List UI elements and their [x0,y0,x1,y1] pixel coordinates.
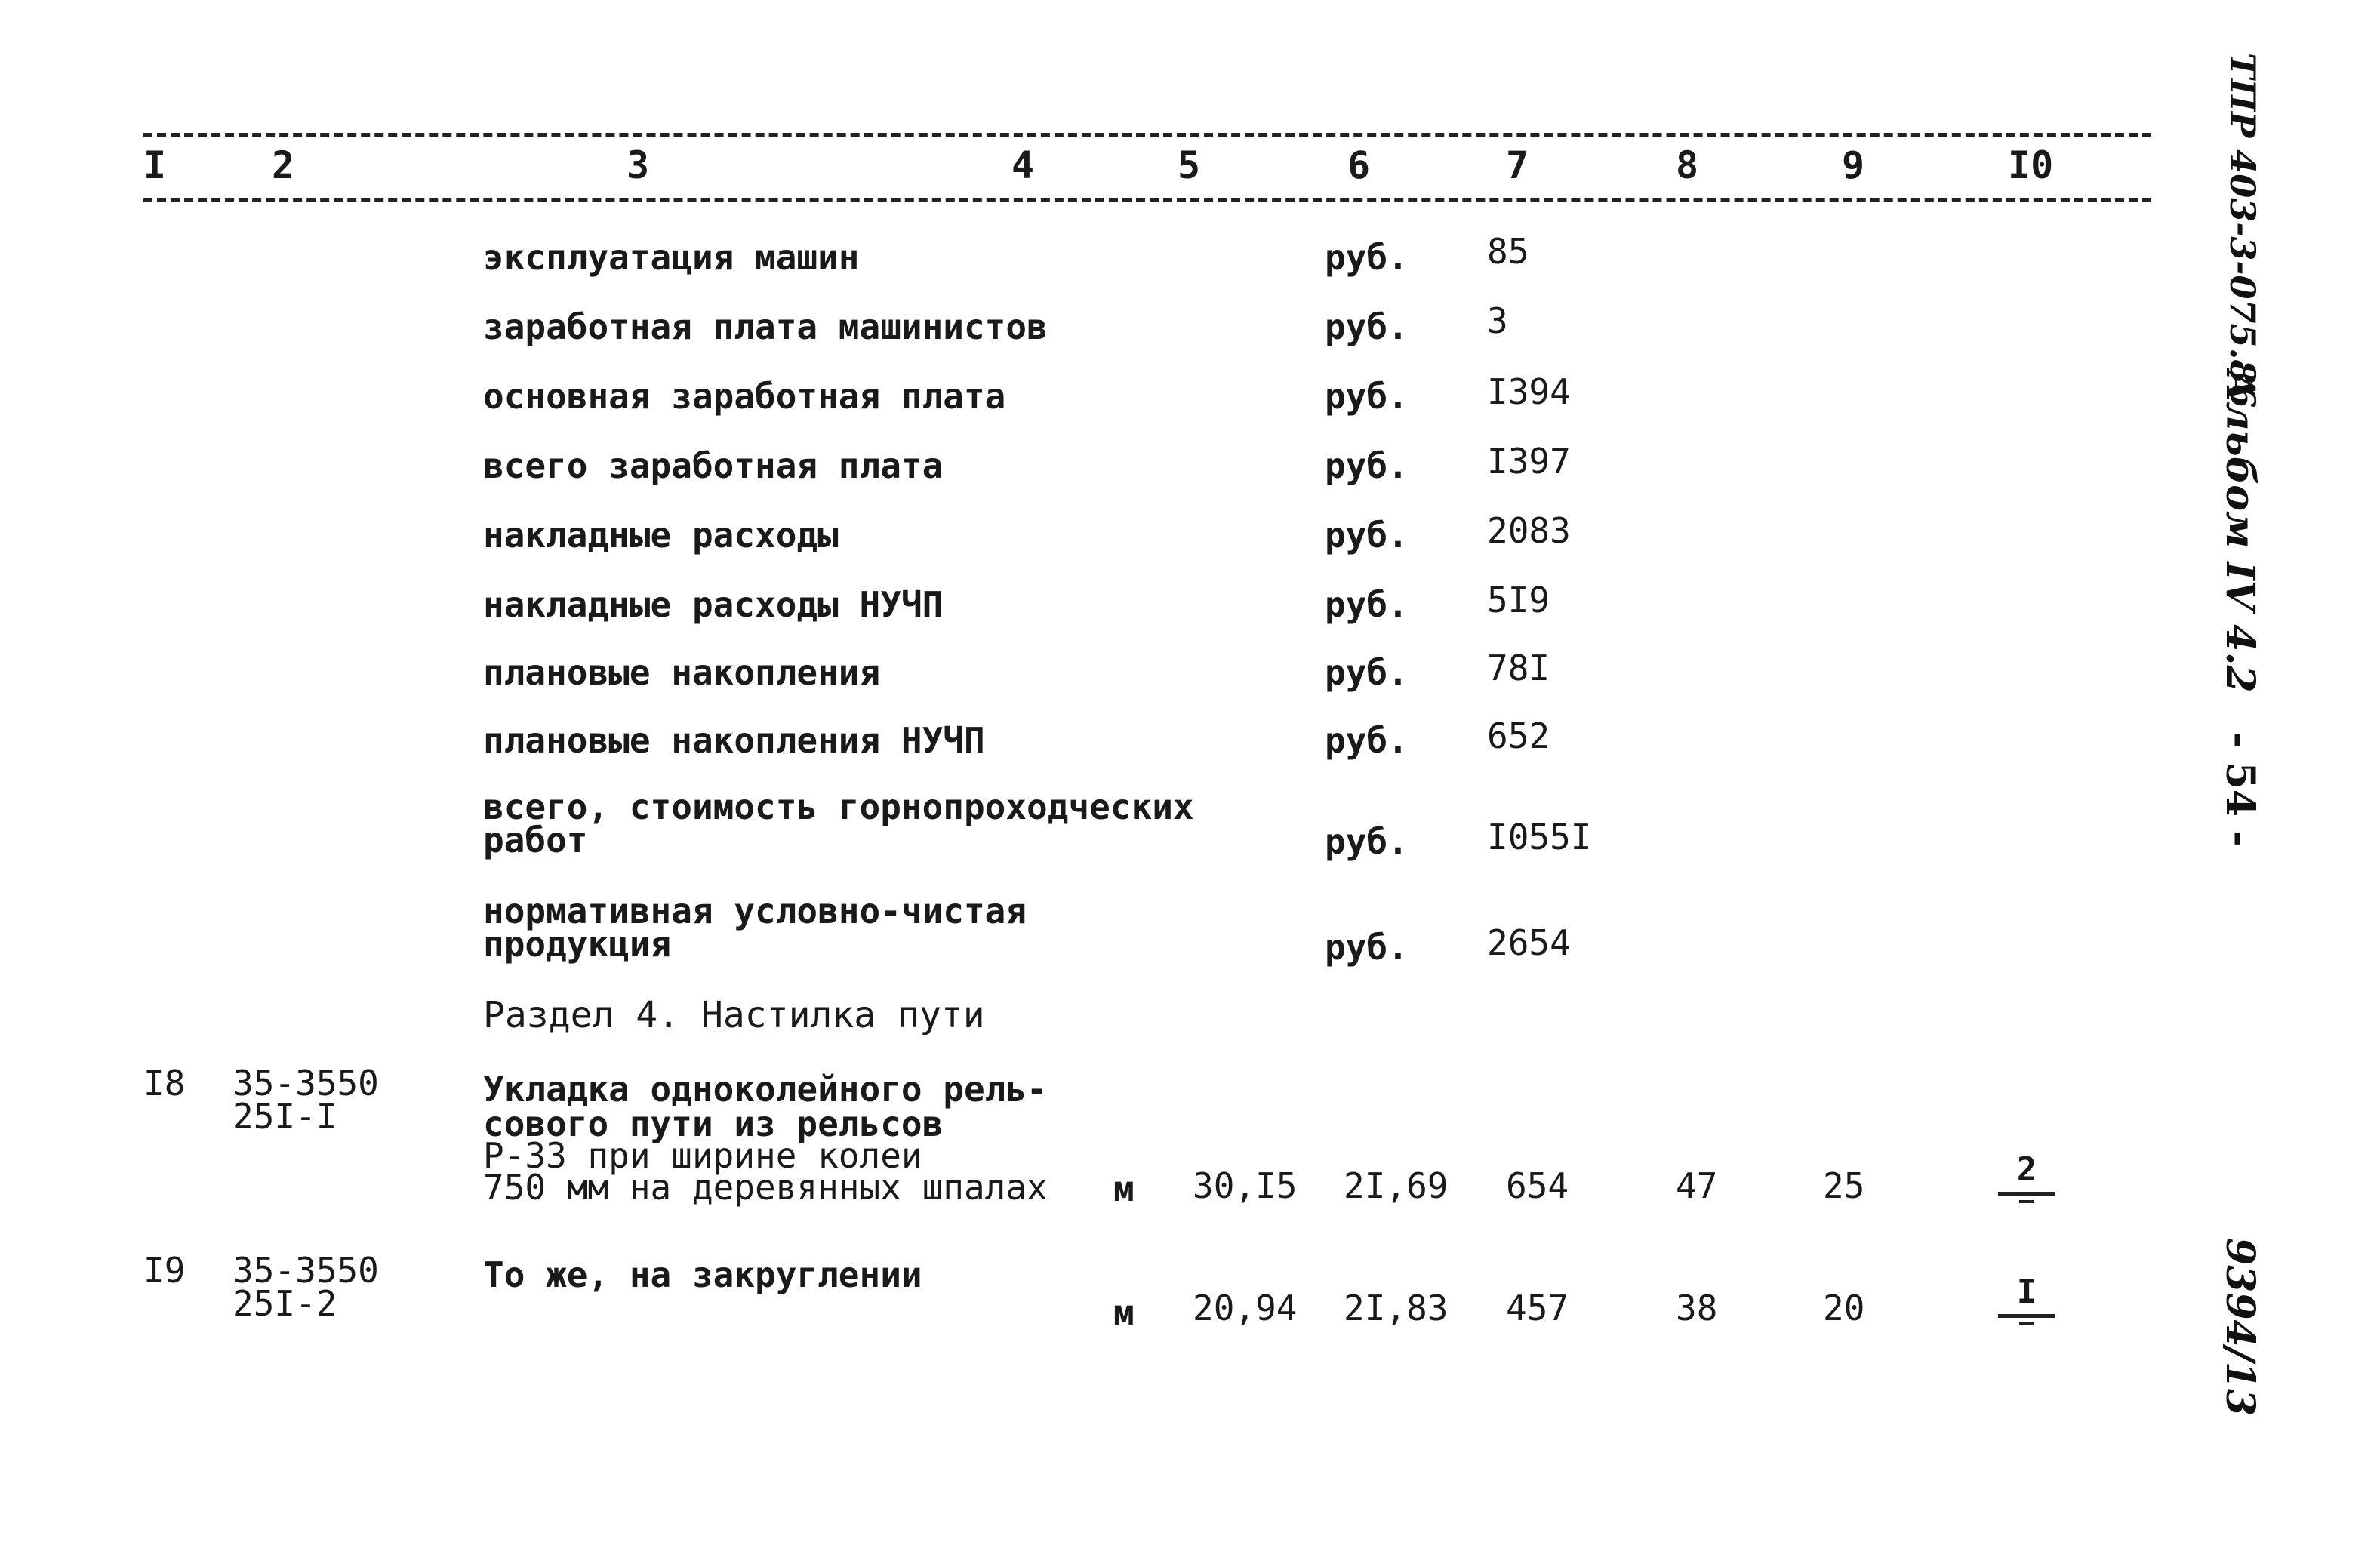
col-header-3: 3 [627,143,650,187]
row-name: накладные расходы [483,515,839,556]
row-unit: руб. [1325,927,1409,968]
row-unit: руб. [1325,445,1409,486]
item-desc-line: То же, на закруглении [483,1254,922,1295]
row-name: плановые накопления [483,652,881,693]
item-col10 [1993,1150,2061,1203]
item-code: 35-3550 [232,1250,379,1291]
section-title: Раздел 4. Настилка пути [483,994,985,1036]
item-desc-line: 750 мм на деревянных шпалах [483,1167,1048,1208]
item-col5: 30,I5 [1193,1165,1298,1206]
item-col8: 47 [1676,1165,1718,1206]
header-bottom-rule [143,198,2151,202]
row-value: 2654 [1487,922,1571,963]
margin-archive-number: 9394/13 [2217,1238,2263,1417]
row-unit: руб. [1325,515,1409,556]
row-value: I055I [1487,817,1592,857]
item-col6: 2I,69 [1344,1165,1449,1206]
row-unit: руб. [1325,306,1409,347]
row-name-line1: всего, стоимость горнопроходческих [483,786,1194,827]
col-header-10: I0 [2008,143,2054,187]
margin-album: Альбом IV 4.2 [2217,370,2263,693]
row-name: эксплуатация машин [483,237,860,278]
fraction-bar [1998,1314,2055,1318]
row-value: I394 [1487,371,1571,412]
item-col9: 20 [1823,1288,1865,1328]
item-desc-line: Укладка одноколейного рель- [483,1069,1048,1110]
row-value: I397 [1487,441,1571,482]
col-header-9: 9 [1842,143,1865,187]
item-number: I9 [143,1250,186,1291]
row-unit: руб. [1325,237,1409,278]
row-unit: руб. [1325,821,1409,862]
item-col7: 654 [1506,1165,1569,1206]
col-header-2: 2 [272,143,295,187]
row-name: плановые накопления НУЧП [483,720,985,761]
row-unit: руб. [1325,652,1409,693]
fraction-bar [1998,1192,2055,1196]
header-top-rule [143,133,2151,137]
item-unit: м [1113,1168,1135,1209]
row-name: всего заработная плата [483,445,944,486]
col-header-1: I [143,143,167,187]
row-unit: руб. [1325,584,1409,625]
row-name-line2: работ [483,820,588,860]
item-col7: 457 [1506,1288,1569,1328]
col-header-5: 5 [1178,143,1201,187]
row-name: накладные расходы НУЧП [483,584,944,625]
item-col6: 2I,83 [1344,1288,1449,1328]
item-col10-value: 2 [2016,1150,2037,1189]
row-unit: руб. [1325,376,1409,417]
row-value: 5I9 [1487,580,1550,620]
row-value: 85 [1487,231,1529,272]
item-unit: м [1113,1292,1135,1333]
row-name: основная заработная плата [483,376,1006,417]
item-number: I8 [143,1063,186,1103]
item-col5: 20,94 [1193,1288,1298,1328]
item-code-sub: 25I-2 [232,1283,337,1324]
item-col10 [1993,1273,2061,1325]
row-name: заработная плата машинистов [483,306,1048,347]
item-col10-value: I [2016,1273,2037,1311]
margin-document-code: ТПР 403-3-075.86 [2222,53,2263,408]
row-value: 3 [1487,300,1508,341]
col-header-7: 7 [1506,143,1529,187]
row-name-line2: продукция [483,924,672,965]
item-code: 35-3550 [232,1063,379,1103]
col-header-6: 6 [1347,143,1371,187]
row-value: 2083 [1487,510,1571,551]
row-unit: руб. [1325,720,1409,761]
fraction-tick [2019,1200,2034,1203]
item-col8: 38 [1676,1288,1718,1328]
item-desc-line: сового пути из рельсов [483,1103,944,1144]
margin-page-number: - 54 - [2217,732,2263,847]
col-header-4: 4 [1011,143,1035,187]
row-value: 78I [1487,648,1550,688]
fraction-tick [2019,1322,2034,1325]
col-header-8: 8 [1676,143,1699,187]
item-code-sub: 25I-I [232,1096,337,1137]
row-name-line1: нормативная условно-чистая [483,891,1027,931]
item-desc-line: Р-33 при ширине колеи [483,1135,922,1176]
item-col9: 25 [1823,1165,1865,1206]
row-value: 652 [1487,716,1550,756]
